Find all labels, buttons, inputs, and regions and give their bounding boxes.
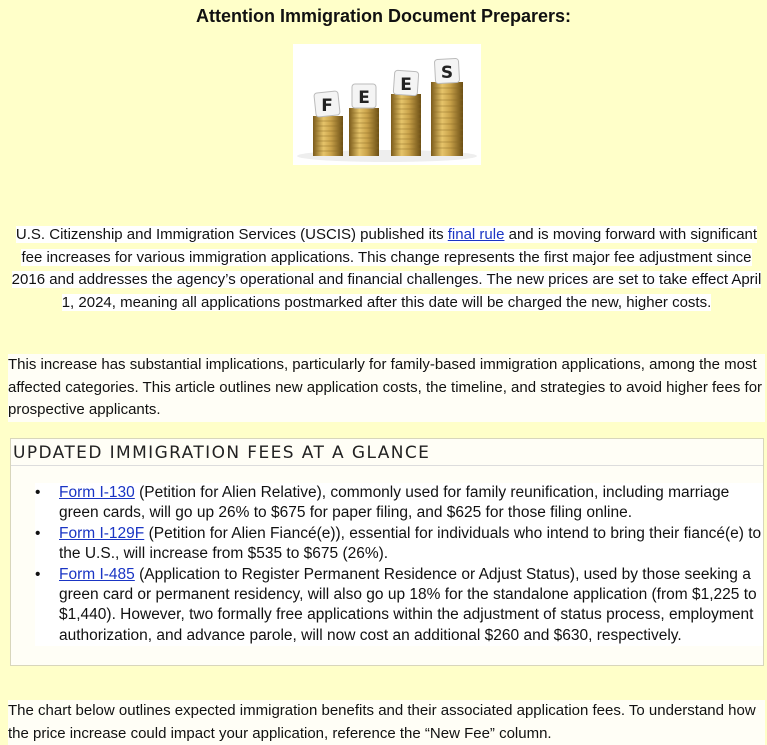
implications-paragraph: This increase has substantial implications, particularly for family-based immigration applications, among the most affected categories. This article outlines new application costs, the timeline, and strategies to avoid higher fees for prospective applicants. xyxy=(8,354,765,422)
letter-e1: E xyxy=(358,88,370,108)
fees-at-a-glance-section xyxy=(10,438,764,666)
list-item-i485 xyxy=(35,565,763,647)
list-item-i129f xyxy=(35,524,763,565)
bullet-icon: • xyxy=(35,484,41,501)
intro-paragraph xyxy=(8,224,765,314)
fees-illustration xyxy=(293,44,481,165)
bullet-icon: • xyxy=(35,565,41,583)
fee-list xyxy=(35,483,763,646)
chart-intro-paragraph: The chart below outlines expected immigration benefits and their associated application fees. To understand how the price increase could impact your application, reference the “New Fee” column. xyxy=(8,700,765,745)
letter-s: S xyxy=(440,63,454,83)
form-i129f-link[interactable]: Form I-129F xyxy=(59,524,145,542)
intro-text-end: and is moving forward with significant fee increases for various immigration applications. This change represents the first major fee adjustment since 2016 and addresses the agency’s operational and financial challenges. The new prices are set to take effect April 1, 2024, meaning all applications postmarked after this date will be charged the new, higher costs. xyxy=(11,226,762,311)
final-rule-link[interactable]: final rule xyxy=(447,226,505,243)
i130-text: (Petition for Alien Relative), commonly used for family reunification, including marriage green cards, will go up 26% to $675 for paper filing, and $625 for those filing online. xyxy=(59,484,730,522)
bullet-icon: • xyxy=(35,524,41,542)
intro-text-start: U.S. Citizenship and Immigration Services (USCIS) published its xyxy=(15,226,448,243)
letter-f: F xyxy=(321,96,333,116)
section-heading: UPDATED IMMIGRATION FEES AT A GLANCE xyxy=(13,443,431,463)
form-i130-link[interactable]: Form I-130 xyxy=(59,484,135,501)
fees-coins-image xyxy=(293,44,481,165)
i129f-text: (Petition for Alien Fiancé(e)), essential for individuals who intend to bring their fiancé(e) to the U.S., will increase from $535 to $675 (26%). xyxy=(59,524,762,563)
i485-text: (Application to Register Permanent Residence or Adjust Status), used by those seeking a green card or permanent residency, will also go up 18% for the standalone application (from $1,225 to $1,440). However, two formally free applications within the adjustment of status process, employment authorization, and advance parole, will now cost an additional $260 and $630, respectively. xyxy=(59,565,757,644)
letter-e2: E xyxy=(400,75,412,95)
list-item-i130 xyxy=(35,483,763,524)
section-divider xyxy=(11,465,763,466)
page-title: Attention Immigration Document Preparers: xyxy=(195,6,572,26)
form-i485-link[interactable]: Form I-485 xyxy=(59,565,135,583)
